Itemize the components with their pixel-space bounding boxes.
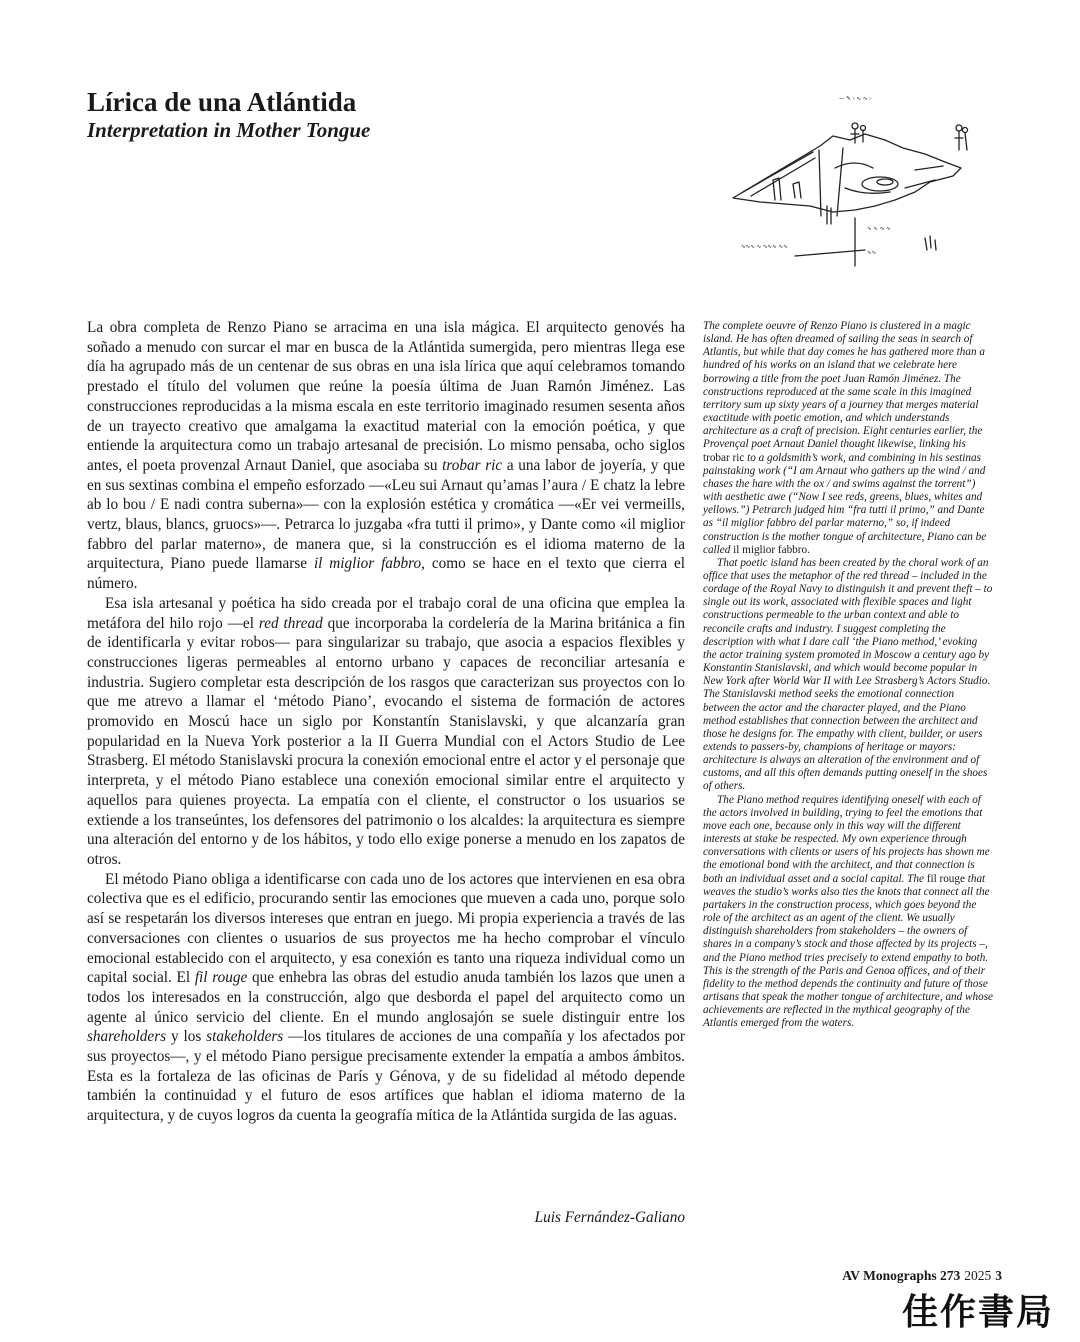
emphasis-text: fil rouge (194, 969, 248, 987)
paragraph-text: That poetic island has been created by the choral work of an office that uses the metaphor of the red thread – included in the cordage of the Royal Navy to distinguish it and prevent theft – to single out its work, associated with flexible spaces and light constructions permeable to the urban context and able to reconcile crafts and industry. I suggest completing the description with what I dare call ‘the Piano method,’ evoking the actor training system promoted in Moscow a century ago by Konstantin Stanislavski, and which would become popular in New York after World War II with Lee Strasberg’s Actors Studio. The Stanislavski method seeks the emotional connection between the actor and the character played, and the Piano method establishes that connection between the architect and those he designs for. The empathy with client, builder, or users extends to passers-by, champions of heritage or mayors: architecture is always an alteration of the environment and of customs, and all this often demands putting oneself in the shoes of others. (703, 556, 993, 793)
paragraph-text: y los (166, 1028, 207, 1046)
svg-text:— ✎ ‹ ∿ ∿ ›: — ✎ ‹ ∿ ∿ › (839, 96, 872, 102)
paragraph-text: que enhebra las obras del estudio anuda también los lazos que unen a todos los interesados en la construcción, algo que desborda el papel del arquitecto como un agente al único servicio del cliente. En el mundo anglosajón se suele distinguir entre los (87, 969, 685, 1026)
author-signature: Luis Fernández-Galiano (534, 1209, 685, 1226)
emphasis-text: il miglior fabbro, (313, 555, 425, 573)
paragraph-text: —los titulares de acciones de una compañía y los afectados por sus proyectos—, y el método Piano persigue precisamente extender la empatía a ambos ámbitos. Esta es la fortaleza de las oficinas de París y Génova, y de su fidelidad al método depende también la continuidad y el futuro de esos artífices que hablan el idioma materno de la arquitectura, y de cuyos logros da cuenta la geografía mítica de la Atlántida surgida de las aguas. (87, 1028, 686, 1125)
page-number: 3 (995, 1268, 1002, 1283)
roman-text: il miglior fabbro. (733, 543, 810, 556)
island-sketch-icon (715, 88, 995, 268)
paragraph-text: Esa isla artesanal y poética ha sido creada por el trabajo coral de una oficina que emplea la metáfora del hilo rojo —el (87, 594, 685, 632)
english-paragraph-2 (703, 557, 993, 794)
paragraph-text: La obra completa de Renzo Piano se arracima en una isla mágica. El arquitecto genovés ha soñado a menudo con surcar el mar en busca de la Atlántida sumergida, pero mientras llega ese día ha agrupado más de un centenar de sus obras en una isla lírica que aquí celebramos tomando prestado el título del volumen que reúne la poesía última de Juan Ramón Jiménez. Las construcciones reproducidas a la misma escala en este territorio imaginado resumen sesenta años de un trayecto creativo que amalgama la exactitud material con la emoción poética, y que entiende la arquitectura como un trabajo artesanal de precisión. Lo mismo pensaba, ocho siglos antes, el poeta provenzal Arnaut Daniel, que asociaba su (87, 319, 685, 474)
spanish-paragraph-1 (87, 318, 685, 594)
english-paragraph-3 (703, 794, 993, 1031)
paragraph-text: que incorporaba la cordelería de la Marina británica a fin de identificarla y evitar robos— para singularizar su trabajo, que asocia a espacios flexibles y construcciones ligeras permeables al entorno urbano y capaces de reconciliar artesanía e industria. Sugiero completar esta descripción de los rasgos que caracterizan sus proyectos con lo que me atrevo a llamar el ‘método Piano’, evocando el sistema de formación de actores promovido en Moscú hace un siglo por Konstantín Stanislavski, y que alcanzaría gran popularidad en la Nueva York posterior a la II Guerra Mundial con el Actors Studio de Lee Strasberg. El método Stanislavski procura la conexión emocional entre el actor y el personaje que interpreta, y el método Piano establece una conexión emocional similar entre el arquitecto y aquellos para quienes proyecta. La empatía con el cliente, el constructor o los usuarios se extiende a los transeúntes, los defensores del patrimonio o los alcaldes: la arquitectura es siempre una alteración del entorno y de los hábitos, y todo ello exige ponerse a menudo en los zapatos de otros. (87, 614, 686, 868)
svg-text:∿∿∿ ∿ ∿∿∿ ∿∿: ∿∿∿ ∿ ∿∿∿ ∿∿ (741, 244, 788, 250)
paragraph-text: that weaves the studio’s works also ties the knots that connect all the partakers in the construction process, which goes beyond the role of the architect as an agent of the client. We usually distinguish shareholders from stakeholders – the owners of shares in a company’s stock and those affected by its projects –, and the Piano method tries precisely to extend empathy to both. This is the strength of the Paris and Genoa offices, and of their fidelity to the method depends the continuity and future of those artisans that speak the mother tongue of architecture, and whose achievements are reflected in the mythical geography of the Atlantis emerged from the waters. (703, 872, 994, 1030)
article-subtitle: Interpretation in Mother Tongue (87, 118, 371, 142)
page-footer (842, 1268, 1002, 1284)
roman-text: fil rouge (926, 872, 965, 885)
spanish-body-text (87, 318, 685, 1126)
paragraph-text: The Piano method requires identifying oneself with each of the actors involved in building, trying to feel the emotions that move each one, because only in this way will the different interests at stake be respected. My own experience through conversations with clients or users of his projects has shown me the emotional bond with the architect, and that connection is both an individual asset and a social capital. The (703, 793, 990, 885)
article-title: Lírica de una Atlántida (87, 87, 357, 117)
svg-text:∿∿: ∿∿ (867, 250, 877, 256)
paragraph-text: a una labor de joyería, y que en sus sextinas combina el empeño esforzado —«Leu sui Arnaut qu’amas l’aura / E chatz la lebre ab lo bou / E nadi contra suberna»— con la explosión estética y cromática —«Er vei vermeills, vertz, blaus, blancs, gruocs»—. Petrarca lo juzgaba «fra tutti il primo», y Dante como «il miglior fabbro del parlar materno», de manera que, si la construcción es el idioma materno de la arquitectura, Piano puede llamarse (87, 456, 686, 573)
svg-text:∿ ∿ ∿ ∿: ∿ ∿ ∿ ∿ (867, 226, 891, 232)
emphasis-text: stakeholders (206, 1028, 284, 1046)
paragraph-text: El método Piano obliga a identificarse con cada uno de los actores que intervienen en esa obra colectiva que es el edificio, procurando sentir las emociones que mueven a cada uno, porque solo así se respetarán los diversos intereses que entran en juego. Mi propia experiencia a través de las conversaciones con clientes o usuarios de sus proyectos me ha hecho comprobar el vínculo emocional establecido con el arquitecto, y esa conexión es tanto una riqueza individual como un capital social. El (87, 870, 685, 987)
spanish-paragraph-3 (87, 870, 685, 1126)
emphasis-text: trobar ric (442, 456, 503, 474)
roman-text: trobar ric (703, 451, 745, 464)
emphasis-text: shareholders (87, 1028, 167, 1046)
watermark-text: 佳作書局 (901, 1292, 1054, 1333)
paragraph-text: to a goldsmith’s work, and combining in his sestinas painstaking work (“I am Arnaut who gathers up the wind / and chases the hare with the ox / and swims against the torrent”) with aesthetic awe (“Now I see reds, greens, blues, whites and yellows.”) Petrarch judged him “fra tutti il primo,” and Dante as “il miglior fabbro del parlar materno,” so, if indeed construction is the mother tongue of architecture, Piano can be called (703, 451, 987, 556)
publication-year: 2025 (964, 1268, 992, 1283)
emphasis-text: red thread (258, 614, 323, 632)
english-paragraph-1 (703, 320, 993, 557)
spanish-paragraph-2 (87, 594, 685, 870)
english-body-text (703, 320, 993, 1030)
paragraph-text: The complete oeuvre of Renzo Piano is clustered in a magic island. He has often dreamed of sailing the seas in search of Atlantis, but while that day comes he has gathered more than a hundred of his works on an island that we celebrate here borrowing a title from the poet Juan Ramón Jiménez. The constructions reproduced at the same scale in this imagined territory sum up sixty years of a journey that merges material exactitude with poetic emotion, and which understands architecture as a craft of precision. Eight centuries earlier, the Provençal poet Arnaut Daniel thought likewise, linking his (703, 320, 985, 451)
publication-name: AV Monographs 273 (842, 1268, 961, 1283)
paragraph-text: como se hace en el texto que cierra el número. (87, 555, 685, 593)
